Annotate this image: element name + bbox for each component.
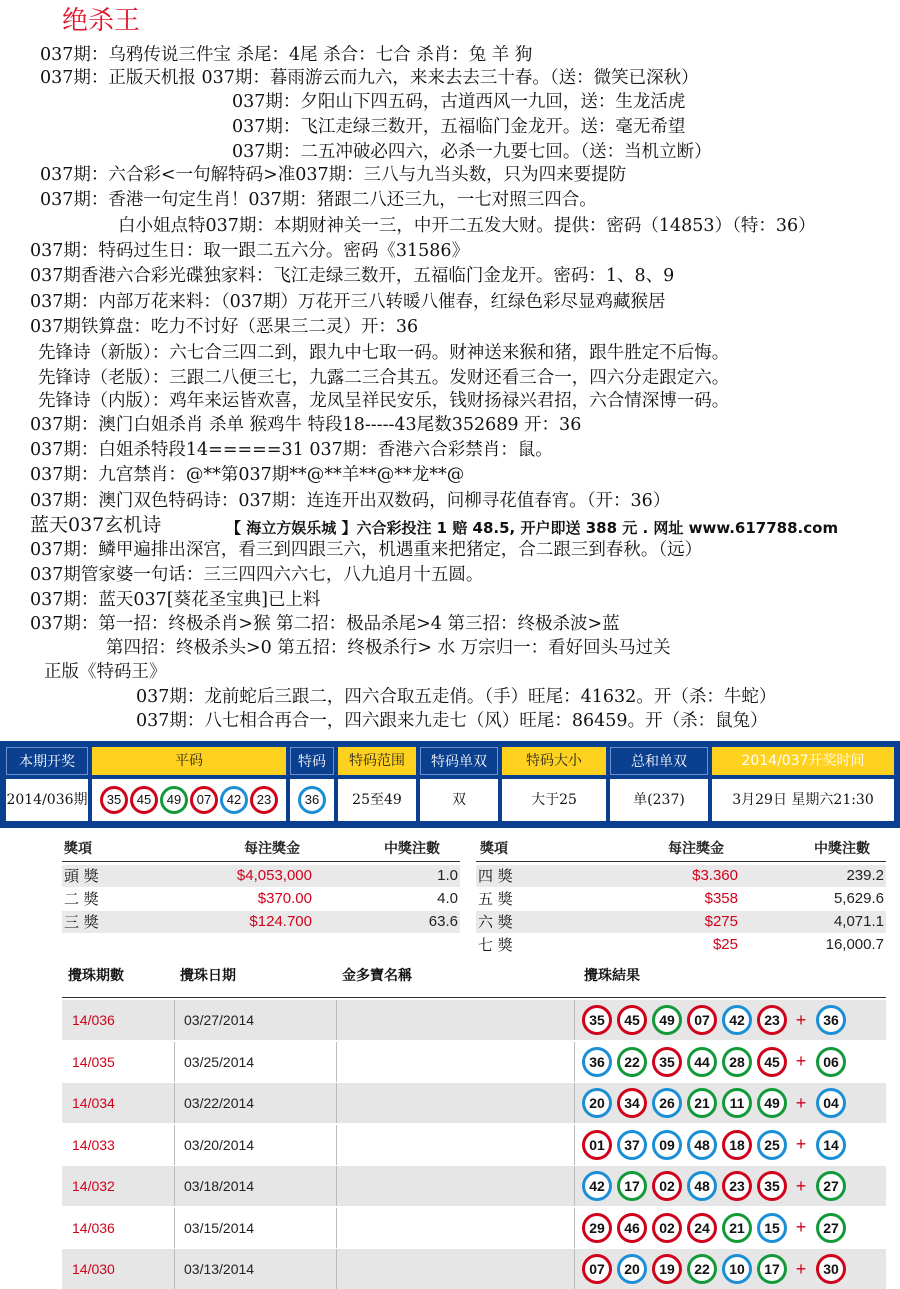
row-date: 03/27/2014 xyxy=(184,1012,255,1028)
text-line: 正版《特码王》 xyxy=(44,662,167,682)
row-date: 03/13/2014 xyxy=(184,1261,255,1277)
page-title: 绝杀王 xyxy=(62,6,141,36)
row-period: 14/032 xyxy=(72,1178,115,1194)
text-line: 第四招：终极杀头>0 第五招：终极杀行> 水 万宗归一：看好回头马过关 xyxy=(106,638,671,658)
result-balls xyxy=(582,1130,851,1160)
result-ball: 37 xyxy=(617,1130,647,1160)
row-period: 14/035 xyxy=(72,1053,115,1070)
text-line: 037期：八七相合再合一，四六跟来九走七（风）旺尾：86459。开（杀：鼠兔） xyxy=(136,711,768,731)
text-line: 037期：香港一句定生肖！037期：猪跟二八还三九，一七对照三四合。 xyxy=(40,190,597,210)
draw-special xyxy=(290,779,334,821)
text-line: 037期：二五冲破必四六，必杀一九要七回。（送：当机立断） xyxy=(232,142,712,162)
result-ball: 49 xyxy=(757,1088,787,1118)
result-ball: 07 xyxy=(687,1005,717,1035)
result-ball: 19 xyxy=(652,1254,682,1284)
text-line: 037期：飞江走绿三数开，五福临门金龙开。送：毫无希望 xyxy=(232,117,686,137)
text-line: 037期：澳门双色特码诗：037期：连连开出双数码，问柳寻花值春宵。（开：36） xyxy=(30,491,671,511)
plus-icon: + xyxy=(795,1134,807,1154)
prize-header-count: 中獎注數 xyxy=(814,841,870,857)
result-ball: 42 xyxy=(582,1171,612,1201)
result-ball: 18 xyxy=(722,1130,752,1160)
table-row xyxy=(62,1249,886,1289)
result-special-ball: 06 xyxy=(816,1047,846,1077)
result-ball: 10 xyxy=(722,1254,752,1284)
result-ball: 28 xyxy=(722,1047,752,1077)
text-line: 037期：特码过生日：取一跟二五六分。密码《31586》 xyxy=(30,241,470,261)
text-line: 037期：乌鸦传说三件宝 杀尾：4尾 杀合：七合 杀肖：兔 羊 狗 xyxy=(40,45,533,65)
result-ball: 48 xyxy=(687,1130,717,1160)
result-ball: 20 xyxy=(582,1088,612,1118)
row-date: 03/15/2014 xyxy=(184,1219,255,1236)
row-period: 14/036 xyxy=(72,1219,115,1236)
result-special-ball: 36 xyxy=(816,1005,846,1035)
header-special-size: 特码大小 xyxy=(502,747,606,775)
result-ball: 48 xyxy=(687,1171,717,1201)
prize-row xyxy=(62,865,460,887)
text-line: 037期铁算盘：吃力不讨好（恶果三二灵）开：36 xyxy=(30,317,419,337)
prize-header-name: 獎項 xyxy=(480,841,508,857)
result-ball: 20 xyxy=(617,1254,647,1284)
text-line: 先锋诗（老版）：三跟二八便三七，九露二三合其五。发财还看三合一，四六分走跟定六。 xyxy=(38,368,730,388)
draw-ball: 07 xyxy=(190,786,218,814)
results-header-date: 攪珠日期 xyxy=(180,968,236,984)
plus-icon: + xyxy=(795,1175,807,1196)
prize-row xyxy=(62,911,460,933)
row-date: 03/20/2014 xyxy=(184,1136,255,1153)
header-special-number: 特码 xyxy=(290,747,334,775)
prize-count: 1.0 xyxy=(437,867,458,884)
result-special-ball: 30 xyxy=(816,1254,846,1284)
prize-amount: $275 xyxy=(704,913,738,930)
prize-count: 16,000.7 xyxy=(825,936,884,953)
result-ball: 26 xyxy=(652,1088,682,1118)
result-ball: 22 xyxy=(687,1254,717,1284)
result-ball: 17 xyxy=(757,1254,787,1284)
draw-period: 2014/036期 xyxy=(6,779,88,821)
result-ball: 44 xyxy=(687,1047,717,1077)
text-line: 037期：六合彩<一句解特码>准037期：三八与九当头数，只为四来要提防 xyxy=(40,165,627,185)
table-row xyxy=(62,1042,886,1082)
row-period: 14/034 xyxy=(72,1095,115,1111)
prize-name: 七 獎 xyxy=(478,936,513,954)
draw-ball: 35 xyxy=(100,786,128,814)
draw-sum: 单(237) xyxy=(610,779,708,821)
prize-row xyxy=(476,888,886,910)
header-current-draw: 本期开奖 xyxy=(6,747,88,775)
results-header-name: 金多寶名稱 xyxy=(342,968,412,984)
text-line: 037期：九宫禁肖：@**第037期**@**羊**@**龙**@ xyxy=(30,465,465,485)
prize-header-amount: 每注獎金 xyxy=(244,841,300,857)
result-ball: 35 xyxy=(652,1047,682,1077)
prize-name: 三 獎 xyxy=(64,913,99,931)
row-date: 03/22/2014 xyxy=(184,1095,255,1111)
draw-ball: 45 xyxy=(130,786,158,814)
prize-count: 63.6 xyxy=(428,913,458,930)
result-ball: 02 xyxy=(652,1171,682,1201)
result-special-ball: 27 xyxy=(816,1171,846,1201)
result-special-ball: 14 xyxy=(816,1130,846,1160)
prize-name: 四 獎 xyxy=(478,867,513,885)
result-ball: 11 xyxy=(722,1088,752,1118)
header-special-range: 特码范围 xyxy=(338,747,416,775)
result-ball: 15 xyxy=(757,1213,787,1243)
prize-row xyxy=(476,865,886,887)
prize-count: 5,629.6 xyxy=(833,890,884,907)
draw-ball: 49 xyxy=(160,786,188,814)
prize-count: 4.0 xyxy=(437,890,458,907)
result-ball: 35 xyxy=(582,1005,612,1035)
row-date: 03/18/2014 xyxy=(184,1178,255,1194)
result-ball: 29 xyxy=(582,1213,612,1243)
text-line: 037期：白姐杀特段14=====31 037期：香港六合彩禁肖：鼠。 xyxy=(30,440,553,460)
plus-icon: + xyxy=(795,1092,807,1113)
result-ball: 23 xyxy=(722,1171,752,1201)
header-next-draw-time: 2014/037开奖时间 xyxy=(712,747,894,775)
draw-odd-even: 双 xyxy=(420,779,498,821)
plus-icon: + xyxy=(795,1051,807,1071)
table-row xyxy=(62,1083,886,1123)
table-row xyxy=(62,1166,886,1206)
results-header-result: 攪珠結果 xyxy=(584,968,640,984)
result-ball: 07 xyxy=(582,1254,612,1284)
prize-header-name: 獎項 xyxy=(64,841,92,857)
result-ball: 01 xyxy=(582,1130,612,1160)
prize-header-count: 中獎注數 xyxy=(384,841,440,857)
row-period: 14/030 xyxy=(72,1261,115,1277)
result-ball: 49 xyxy=(652,1005,682,1035)
result-balls xyxy=(582,1171,851,1201)
ad-url[interactable]: www.617788.com xyxy=(688,519,839,537)
table-row xyxy=(62,1208,886,1248)
result-ball: 34 xyxy=(617,1088,647,1118)
result-balls xyxy=(582,1047,851,1077)
special-ball: 36 xyxy=(298,786,326,814)
result-ball: 09 xyxy=(652,1130,682,1160)
draw-table xyxy=(0,741,900,828)
prize-name: 二 獎 xyxy=(64,890,99,908)
ad-text: 【 海立方娱乐城 】六合彩投注 1 赔 48.5, 开户即送 388 元 . 网址 xyxy=(226,519,689,537)
result-ball: 17 xyxy=(617,1171,647,1201)
row-period: 14/033 xyxy=(72,1136,115,1153)
result-ball: 24 xyxy=(687,1213,717,1243)
result-balls xyxy=(582,1005,851,1035)
row-period: 14/036 xyxy=(72,1012,115,1028)
prize-name: 六 獎 xyxy=(478,913,513,931)
prize-row xyxy=(476,934,886,956)
result-ball: 42 xyxy=(722,1005,752,1035)
text-line: 037期：龙前蛇后三跟二，四六合取五走俏。（手）旺尾：41632。开（杀：牛蛇） xyxy=(136,687,777,707)
result-ball: 22 xyxy=(617,1047,647,1077)
table-row xyxy=(62,1125,886,1165)
row-date: 03/25/2014 xyxy=(184,1053,255,1070)
prize-name: 頭 獎 xyxy=(64,867,99,885)
result-ball: 35 xyxy=(757,1171,787,1201)
prize-name: 五 獎 xyxy=(478,890,513,908)
text-line: 037期：正版天机报 037期：暮雨游云而九六，来来去去三十春。（送：微笑已深秋） xyxy=(40,68,699,88)
result-ball: 02 xyxy=(652,1213,682,1243)
draw-ball: 23 xyxy=(250,786,278,814)
result-ball: 21 xyxy=(687,1088,717,1118)
ad-banner[interactable] xyxy=(226,517,838,538)
text-line: 037期：夕阳山下四五码，古道西风一九回，送：生龙活虎 xyxy=(232,92,686,112)
table-row xyxy=(62,1000,886,1040)
result-ball: 45 xyxy=(757,1047,787,1077)
prize-row xyxy=(476,911,886,933)
header-special-odd-even: 特码单双 xyxy=(420,747,498,775)
header-regular-numbers: 平码 xyxy=(92,747,286,775)
draw-balls xyxy=(92,779,286,821)
result-ball: 36 xyxy=(582,1047,612,1077)
text-line: 037期香港六合彩光碟独家料：飞江走绿三数开，五福临门金龙开。密码：1、8、9 xyxy=(30,266,675,286)
result-ball: 25 xyxy=(757,1130,787,1160)
prize-amount: $124.700 xyxy=(249,913,312,930)
prize-row xyxy=(62,888,460,910)
result-ball: 46 xyxy=(617,1213,647,1243)
draw-size: 大于25 xyxy=(502,779,606,821)
result-balls xyxy=(582,1088,851,1118)
text-line: 白小姐点特037期：本期财神关一三，中开二五发大财。提供：密码（14853）（特：36） xyxy=(118,216,816,236)
header-sum-odd-even: 总和单双 xyxy=(610,747,708,775)
prize-amount: $25 xyxy=(712,936,738,953)
text-line: 037期：鳞甲遍排出深宫，看三到四跟三六，机遇重来把猪定，合二跟三到春秋。（远） xyxy=(30,540,703,560)
prize-count: 239.2 xyxy=(846,867,884,884)
result-special-ball: 27 xyxy=(816,1213,846,1243)
results-header-period: 攪珠期數 xyxy=(68,968,124,984)
prize-header-amount: 每注獎金 xyxy=(668,841,724,857)
draw-ball: 42 xyxy=(220,786,248,814)
text-line: 037期：第一招：终极杀肖>猴 第二招：极品杀尾>4 第三招：终极杀波>蓝 xyxy=(30,614,620,634)
text-line: 037期：蓝天037[葵花圣宝典]已上料 xyxy=(30,590,321,610)
section-heading: 蓝天037玄机诗 xyxy=(30,514,162,536)
plus-icon: + xyxy=(795,1217,807,1237)
result-special-ball: 04 xyxy=(816,1088,846,1118)
prize-count: 4,071.1 xyxy=(833,913,884,930)
text-line: 先锋诗（新版）：六七合三四二到，跟九中七取一码。财神送来猴和猪，跟牛胜定不后悔。 xyxy=(38,343,730,363)
draw-next-time: 3月29日 星期六21:30 xyxy=(712,779,894,821)
prize-amount: $370.00 xyxy=(257,890,312,907)
text-line: 037期：内部万花来料：（037期）万花开三八转暖八催春，红绿色彩尽显鸡藏猴居 xyxy=(30,292,666,312)
draw-range: 25至49 xyxy=(338,779,416,821)
prize-amount: $3.360 xyxy=(692,867,738,884)
prize-amount: $4,053,000 xyxy=(236,867,312,884)
result-balls xyxy=(582,1254,851,1284)
plus-icon: + xyxy=(795,1009,807,1030)
text-line: 037期管家婆一句话：三三四四六六七，八九追月十五圆。 xyxy=(30,565,484,585)
result-balls xyxy=(582,1213,851,1243)
result-ball: 45 xyxy=(617,1005,647,1035)
text-line: 先锋诗（内版）：鸡年来运皆欢喜，龙凤呈祥民安乐，钱财扬禄兴君招，六合情深博一码。 xyxy=(38,391,730,411)
result-ball: 21 xyxy=(722,1213,752,1243)
prize-amount: $358 xyxy=(704,890,738,907)
plus-icon: + xyxy=(795,1258,807,1279)
result-ball: 23 xyxy=(757,1005,787,1035)
text-line: 037期：澳门白姐杀肖 杀单 猴鸡牛 特段18-----43尾数352689 开：36 xyxy=(30,415,582,435)
